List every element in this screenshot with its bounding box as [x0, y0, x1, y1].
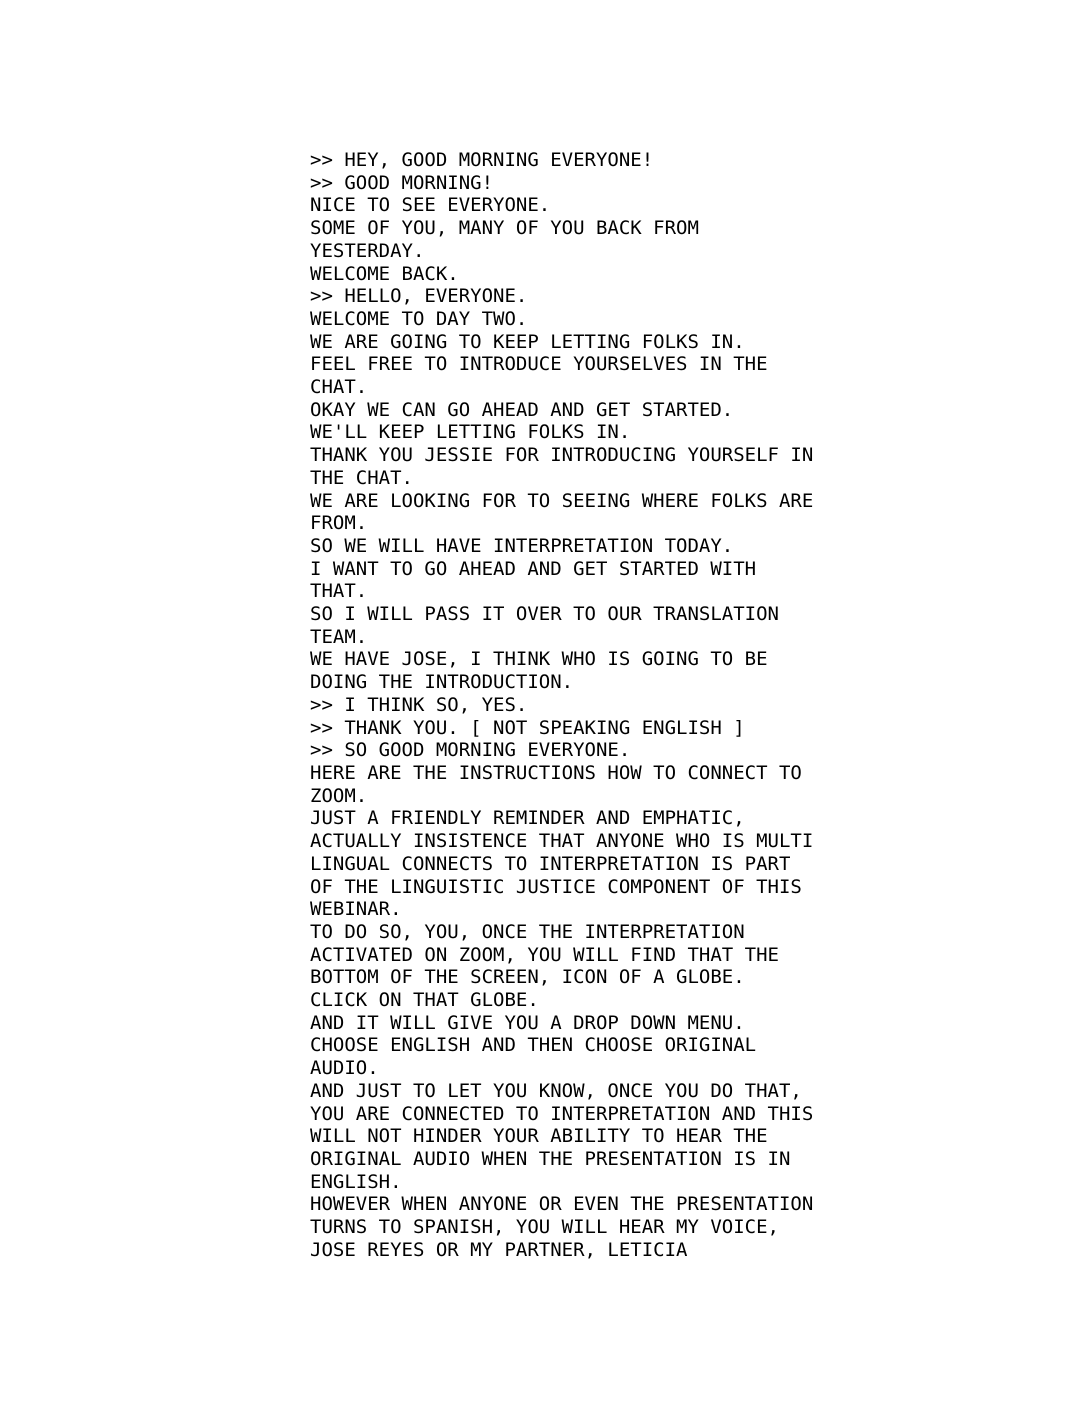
transcript-line: AND IT WILL GIVE YOU A DROP DOWN MENU. [310, 1011, 745, 1034]
transcript-line: FROM. [310, 512, 368, 535]
transcript-line: ENGLISH. [310, 1170, 402, 1193]
transcript-line: WE HAVE JOSE, I THINK WHO IS GOING TO BE [310, 648, 768, 671]
transcript-line: >> HELLO, EVERYONE. [310, 285, 528, 308]
transcript-line: HERE ARE THE INSTRUCTIONS HOW TO CONNECT TO [310, 761, 802, 784]
transcript-line: THAT. [310, 580, 368, 603]
transcript-line: >> GOOD MORNING! [310, 171, 494, 194]
transcript-line: OF THE LINGUISTIC JUSTICE COMPONENT OF THIS [310, 875, 802, 898]
transcript-line: THE CHAT. [310, 466, 413, 489]
transcript-line: WE'LL KEEP LETTING FOLKS IN. [310, 421, 631, 444]
transcript-line: >> I THINK SO, YES. [310, 693, 528, 716]
transcript-line: NICE TO SEE EVERYONE. [310, 194, 551, 217]
transcript-line: >> SO GOOD MORNING EVERYONE. [310, 739, 631, 762]
transcript-line: ACTIVATED ON ZOOM, YOU WILL FIND THAT THE [310, 943, 779, 966]
transcript-line: WEBINAR. [310, 898, 402, 921]
transcript-line: FEEL FREE TO INTRODUCE YOURSELVES IN THE [310, 353, 768, 376]
transcript-line: WILL NOT HINDER YOUR ABILITY TO HEAR THE [310, 1125, 768, 1148]
transcript-body [310, 149, 870, 1261]
transcript-line: CHAT. [310, 376, 368, 399]
transcript-line: DOING THE INTRODUCTION. [310, 671, 574, 694]
transcript-line: CLICK ON THAT GLOBE. [310, 989, 539, 1012]
transcript-line: OKAY WE CAN GO AHEAD AND GET STARTED. [310, 398, 734, 421]
transcript-line: ORIGINAL AUDIO WHEN THE PRESENTATION IS IN [310, 1147, 791, 1170]
transcript-line: AND JUST TO LET YOU KNOW, ONCE YOU DO THAT, [310, 1079, 802, 1102]
transcript-line: SOME OF YOU, MANY OF YOU BACK FROM [310, 217, 699, 240]
transcript-line: SO WE WILL HAVE INTERPRETATION TODAY. [310, 534, 734, 557]
transcript-line: BOTTOM OF THE SCREEN, ICON OF A GLOBE. [310, 966, 745, 989]
transcript-line: CHOOSE ENGLISH AND THEN CHOOSE ORIGINAL [310, 1034, 757, 1057]
transcript-line: WELCOME BACK. [310, 262, 459, 285]
transcript-line: THANK YOU JESSIE FOR INTRODUCING YOURSELF IN [310, 444, 814, 467]
transcript-line: WE ARE LOOKING FOR TO SEEING WHERE FOLKS ARE [310, 489, 814, 512]
transcript-line: AUDIO. [310, 1057, 379, 1080]
transcript-line: TURNS TO SPANISH, YOU WILL HEAR MY VOICE, [310, 1216, 779, 1239]
transcript-line: >> HEY, GOOD MORNING EVERYONE! [310, 149, 654, 171]
transcript-line: TO DO SO, YOU, ONCE THE INTERPRETATION [310, 920, 745, 943]
transcript-line: SO I WILL PASS IT OVER TO OUR TRANSLATION [310, 603, 779, 626]
transcript-line: ACTUALLY INSISTENCE THAT ANYONE WHO IS MULTI [310, 830, 814, 853]
transcript-line: YOU ARE CONNECTED TO INTERPRETATION AND THIS [310, 1102, 814, 1125]
transcript-line: HOWEVER WHEN ANYONE OR EVEN THE PRESENTATION [310, 1193, 814, 1216]
transcript-line: WELCOME TO DAY TWO. [310, 307, 528, 330]
transcript-line: JUST A FRIENDLY REMINDER AND EMPHATIC, [310, 807, 745, 830]
transcript-line: JOSE REYES OR MY PARTNER, LETICIA [310, 1238, 688, 1261]
transcript-line: WE ARE GOING TO KEEP LETTING FOLKS IN. [310, 330, 745, 353]
transcript-line: I WANT TO GO AHEAD AND GET STARTED WITH [310, 557, 757, 580]
transcript-line: >> THANK YOU. [ NOT SPEAKING ENGLISH ] [310, 716, 745, 739]
transcript-line: ZOOM. [310, 784, 368, 807]
transcript-line: LINGUAL CONNECTS TO INTERPRETATION IS PART [310, 852, 791, 875]
transcript-line: YESTERDAY. [310, 239, 425, 262]
transcript-line: TEAM. [310, 625, 368, 648]
